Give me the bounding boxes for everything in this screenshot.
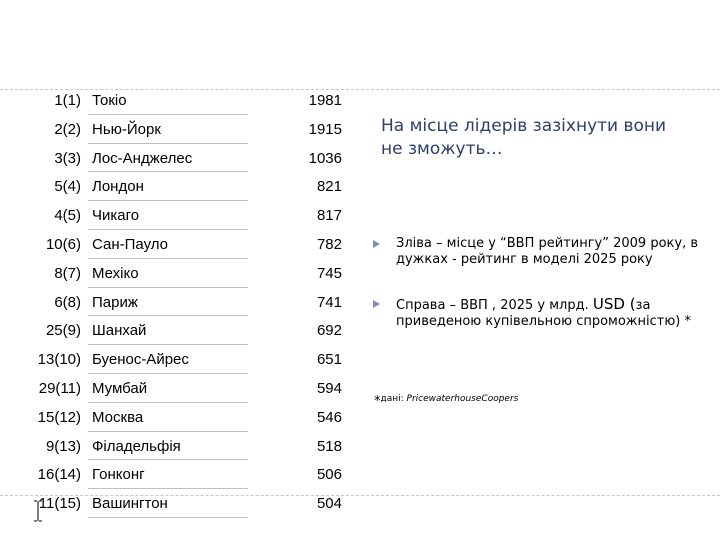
gdp-cell: 1036 [308,149,342,167]
city-cell: Лос-Анджелес [92,149,193,167]
table-row [22,201,348,230]
city-cell: Москва [92,408,144,426]
rank-cell: 2(2) [54,120,81,138]
table-row [22,403,348,432]
gdp-cell: 546 [316,408,342,426]
table-row [22,316,348,345]
rank-cell: 6(8) [54,293,81,311]
gdp-cell: 821 [316,178,342,196]
gdp-cell: 506 [316,466,342,484]
gdp-cell: 1915 [308,120,342,138]
rank-cell: 9(13) [45,437,81,455]
table-row [22,86,348,115]
city-cell: Філадельфія [92,437,181,455]
table-row [22,489,348,518]
city-cell: Чикаго [92,207,140,225]
table-row [22,460,348,489]
rank-cell: 5(4) [54,178,81,196]
source-footnote [374,394,518,409]
table-row [22,288,348,317]
rank-cell: 8(7) [54,264,81,282]
city-cell: Мехіко [92,264,139,282]
table-row [22,115,348,144]
table-row [22,259,348,288]
table-row [22,172,348,201]
city-cell: Сан-Пауло [92,235,169,253]
bullet-right-note [370,296,700,330]
rank-cell: 3(3) [54,149,81,167]
bullet-list [370,236,700,330]
rank-cell: 11(15) [38,495,81,513]
footnote-label: дані: [380,394,407,404]
bullet-text-part-a: Справа – ВВП , 2025 у млрд. [396,298,593,313]
bullet-text: Зліва – місце у “ВВП рейтингу” 2009 року, в дужках - рейтинг в моделі 2025 року [396,236,699,267]
footnote-star: * [374,394,381,409]
gdp-cell: 741 [316,293,342,311]
rank-cell: 10(6) [45,235,81,253]
city-cell: Буенос-Айрес [92,351,189,369]
slide-heading: На місце лідерів зазіхнути вони не зможуть… [381,116,667,159]
table-row [22,374,348,403]
gdp-cell: 518 [316,437,342,455]
gdp-cell: 745 [316,264,342,282]
rank-cell: 4(5) [54,207,81,225]
gdp-cell: 504 [316,495,342,513]
bullet-text-usd: USD ( [592,295,636,313]
bullet-left-note [370,236,700,268]
rank-cell: 1(1) [54,92,81,109]
triangle-bullet-icon [373,300,380,308]
rank-cell: 29(11) [38,379,81,397]
row-divider [88,517,248,518]
city-gdp-table [22,86,348,518]
gdp-cell: 692 [316,322,342,340]
rank-cell: 25(9) [45,322,81,340]
gdp-cell: 782 [316,235,342,253]
gdp-cell: 651 [316,351,342,369]
gdp-cell: 1981 [308,92,342,109]
table-row [22,345,348,374]
text-cursor-icon [31,500,45,522]
city-cell: Гонконг [92,466,145,484]
city-cell: Токіо [92,92,127,109]
bullet-text-part-b: за приведеною купівельною спроможністю) * [396,298,691,329]
city-cell: Шанхай [92,322,147,340]
triangle-bullet-icon [373,240,380,248]
table-row [22,432,348,461]
rank-cell: 13(10) [37,351,81,369]
city-cell: Париж [92,293,138,311]
city-cell: Лондон [92,178,144,196]
gdp-cell: 594 [316,379,342,397]
table-row [22,230,348,259]
city-cell: Мумбай [92,379,148,397]
footnote-source: PricewaterhouseCoopers [406,394,519,404]
city-cell: Нью-Йорк [92,120,161,138]
rank-cell: 16(14) [37,466,81,484]
rank-cell: 15(12) [37,408,81,426]
table-row [22,144,348,173]
gdp-cell: 817 [316,207,342,225]
city-cell: Вашингтон [92,495,168,513]
